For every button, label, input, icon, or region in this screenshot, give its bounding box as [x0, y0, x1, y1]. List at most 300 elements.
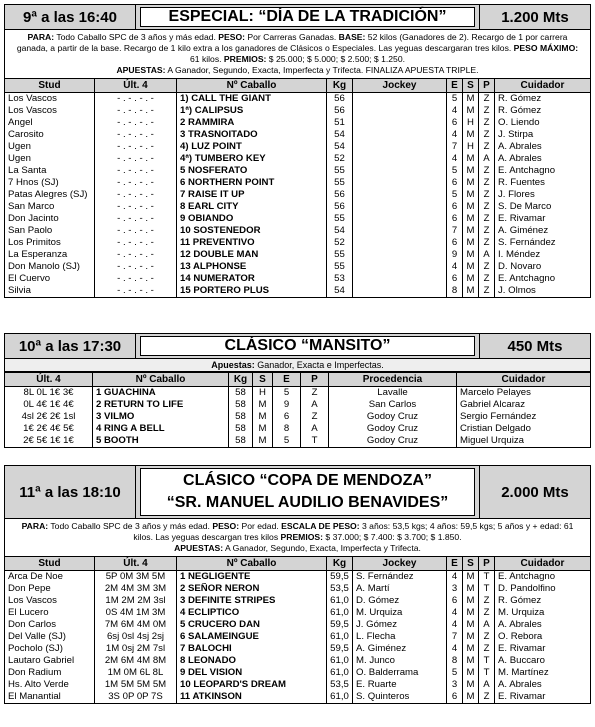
table-cell: 6 NORTHERN POINT: [177, 177, 327, 189]
column-header: Cuidador: [495, 557, 591, 571]
table-cell: 9: [273, 399, 301, 411]
race-10-header-row: [5, 373, 591, 387]
table-cell: 55: [327, 177, 353, 189]
table-cell: 3: [447, 679, 463, 691]
column-header: Procedencia: [329, 373, 457, 387]
table-cell: [353, 213, 447, 225]
table-cell: 56: [327, 105, 353, 117]
table-cell: R. Gómez: [495, 105, 591, 117]
table-cell: Z: [479, 189, 495, 201]
table-cell: 11 ATKINSON: [177, 691, 327, 704]
table-cell: A: [479, 679, 495, 691]
table-cell: 1M 2M 2M 3sl: [95, 595, 177, 607]
table-cell: 15 PORTERO PLUS: [177, 285, 327, 298]
table-cell: - . - . - . -: [95, 189, 177, 201]
table-cell: M: [463, 619, 479, 631]
table-cell: Ugen: [5, 153, 95, 165]
table-cell: J. Gómez: [353, 619, 447, 631]
table-cell: A: [301, 423, 329, 435]
table-cell: 58: [229, 387, 253, 400]
table-cell: Los Vascos: [5, 105, 95, 117]
table-cell: 13 ALPHONSE: [177, 261, 327, 273]
column-header: P: [479, 79, 495, 93]
table-cell: Z: [479, 177, 495, 189]
table-cell: M: [463, 273, 479, 285]
table-cell: Los Vascos: [5, 595, 95, 607]
table-cell: 4: [447, 261, 463, 273]
table-cell: 5: [273, 387, 301, 400]
table-cell: A. Abrales: [495, 153, 591, 165]
table-cell: 6: [447, 117, 463, 129]
table-cell: D. Pandolfino: [495, 583, 591, 595]
table-cell: M: [253, 399, 273, 411]
table-cell: Del Valle (SJ): [5, 631, 95, 643]
table-cell: 53: [327, 273, 353, 285]
table-cell: [353, 285, 447, 298]
table-row: [5, 423, 591, 435]
column-header: Stud: [5, 79, 95, 93]
table-cell: E. Rivamar: [495, 213, 591, 225]
table-cell: Pocholo (SJ): [5, 643, 95, 655]
table-cell: - . - . - . -: [95, 237, 177, 249]
table-cell: A. Abrales: [495, 619, 591, 631]
table-cell: 53,5: [327, 679, 353, 691]
column-header: Cuidador: [457, 373, 591, 387]
table-cell: J. Olmos: [495, 285, 591, 298]
table-cell: San Carlos: [329, 399, 457, 411]
table-cell: 61,0: [327, 607, 353, 619]
table-cell: A. Abrales: [495, 141, 591, 153]
table-cell: El Lucero: [5, 607, 95, 619]
table-cell: San Paolo: [5, 225, 95, 237]
table-cell: 58: [229, 399, 253, 411]
table-cell: A. Buccaro: [495, 655, 591, 667]
table-cell: El Manantial: [5, 691, 95, 704]
race-11-distance: 2.000 Mts: [479, 466, 590, 518]
table-cell: 2 SEÑOR NERON: [177, 583, 327, 595]
table-cell: Gabriel Alcaraz: [457, 399, 591, 411]
table-cell: Z: [479, 129, 495, 141]
table-cell: Z: [479, 261, 495, 273]
table-cell: E. Rivamar: [495, 643, 591, 655]
table-row: [5, 285, 591, 298]
race-11-title: [140, 468, 475, 516]
table-cell: 6: [273, 411, 301, 423]
table-cell: Z: [479, 595, 495, 607]
table-cell: 8L 0L 1€ 3€: [5, 387, 93, 400]
table-row: [5, 607, 591, 619]
table-cell: 5 CRUCERO DAN: [177, 619, 327, 631]
table-cell: 4 ECLIPTICO: [177, 607, 327, 619]
table-row: [5, 435, 591, 448]
race-9: [4, 4, 591, 298]
table-cell: M. Urquiza: [495, 607, 591, 619]
table-cell: Hs. Alto Verde: [5, 679, 95, 691]
table-cell: Carosito: [5, 129, 95, 141]
table-cell: M: [253, 435, 273, 448]
table-cell: 4 RING A BELL: [93, 423, 229, 435]
table-cell: 7M 6M 4M 0M: [95, 619, 177, 631]
table-cell: T: [301, 435, 329, 448]
table-cell: R. Fuentes: [495, 177, 591, 189]
table-cell: M: [463, 655, 479, 667]
table-cell: S. Quinteros: [353, 691, 447, 704]
race-9-header: [4, 4, 591, 30]
race-11-title-line2: “SR. MANUEL AUDILIO BENAVIDES”: [166, 494, 449, 511]
table-cell: 61,0: [327, 691, 353, 704]
table-cell: - . - . - . -: [95, 285, 177, 298]
table-cell: 0S 4M 1M 3M: [95, 607, 177, 619]
table-cell: 8: [447, 285, 463, 298]
table-cell: - . - . - . -: [95, 93, 177, 106]
table-row: [5, 105, 591, 117]
table-cell: M: [463, 177, 479, 189]
table-row: [5, 631, 591, 643]
table-cell: Arca De Noe: [5, 571, 95, 584]
column-header: E: [447, 557, 463, 571]
table-cell: M. Junco: [353, 655, 447, 667]
column-header: P: [301, 373, 329, 387]
table-cell: S. Fernández: [495, 237, 591, 249]
column-header: S: [463, 557, 479, 571]
table-cell: Z: [301, 411, 329, 423]
table-cell: - . - . - . -: [95, 201, 177, 213]
table-cell: R. Gómez: [495, 93, 591, 106]
table-cell: [353, 201, 447, 213]
race-10-header: [4, 333, 591, 359]
table-cell: 5: [447, 667, 463, 679]
column-header: Últ. 4: [95, 79, 177, 93]
table-cell: 3: [447, 583, 463, 595]
column-header: Kg: [327, 557, 353, 571]
table-row: [5, 225, 591, 237]
table-cell: 61,0: [327, 595, 353, 607]
table-cell: J. Flores: [495, 189, 591, 201]
table-row: [5, 273, 591, 285]
table-cell: 7: [447, 225, 463, 237]
table-cell: L. Flecha: [353, 631, 447, 643]
table-cell: Z: [479, 237, 495, 249]
table-cell: Cristian Delgado: [457, 423, 591, 435]
table-cell: [353, 165, 447, 177]
table-cell: 1M 5M 5M 5M: [95, 679, 177, 691]
table-cell: O. Rebora: [495, 631, 591, 643]
table-cell: T: [479, 583, 495, 595]
table-row: [5, 691, 591, 704]
table-cell: Z: [479, 273, 495, 285]
table-cell: 8 EARL CITY: [177, 201, 327, 213]
table-cell: 5 BOOTH: [93, 435, 229, 448]
race-10-bets: Apuestas: Ganador, Exacta e Imperfectas.: [4, 359, 591, 372]
column-header: Últ. 4: [95, 557, 177, 571]
table-row: [5, 141, 591, 153]
table-cell: 3 DEFINITE STRIPES: [177, 595, 327, 607]
table-cell: 7 RAISE IT UP: [177, 189, 327, 201]
column-header: Stud: [5, 557, 95, 571]
race-9-conditions: PARA: Todo Caballo SPC de 3 años y más edad. PESO: Por Carreras Ganadas. BASE: 52 kilos (Ganadores de 2). Recargo de 1 por carrera ganada, a partir de la base. Recargo de 1 kilo extra a los ganadores de Clásicos o Especiales. Las yeguas descargaran tres kilos. PESO MÁXIMO: 61 kilos. PREMIOS: $ 25.000; $ 5.000; $ 2.500; $ 1.250. APUESTAS: A Ganador, Segundo, Exacta, Imperfecta y Trifecta. FINALIZA APUESTA TRIPLE.: [4, 30, 591, 78]
table-cell: 12 DOUBLE MAN: [177, 249, 327, 261]
table-row: [5, 679, 591, 691]
table-cell: O. Balderrama: [353, 667, 447, 679]
table-cell: A: [479, 153, 495, 165]
table-cell: Marcelo Pelayes: [457, 387, 591, 400]
table-cell: 3 VILMO: [93, 411, 229, 423]
table-cell: 1 NEGLIGENTE: [177, 571, 327, 584]
table-cell: [353, 273, 447, 285]
table-cell: 55: [327, 249, 353, 261]
table-cell: E. Antchagno: [495, 571, 591, 584]
table-cell: - . - . - . -: [95, 117, 177, 129]
table-cell: 4: [447, 153, 463, 165]
table-cell: M: [463, 285, 479, 298]
table-row: [5, 117, 591, 129]
table-row: [5, 237, 591, 249]
table-cell: 8: [447, 655, 463, 667]
table-cell: Godoy Cruz: [329, 411, 457, 423]
table-cell: Z: [479, 631, 495, 643]
table-cell: M: [463, 595, 479, 607]
table-cell: E. Antchagno: [495, 165, 591, 177]
table-row: [5, 189, 591, 201]
table-cell: 59,5: [327, 571, 353, 584]
column-header: P: [479, 557, 495, 571]
column-header: E: [273, 373, 301, 387]
table-cell: Z: [479, 607, 495, 619]
table-cell: 6 SALAMEINGUE: [177, 631, 327, 643]
table-cell: - . - . - . -: [95, 225, 177, 237]
table-cell: 59,5: [327, 619, 353, 631]
table-cell: E. Rivamar: [495, 691, 591, 704]
table-cell: M: [253, 423, 273, 435]
table-cell: 56: [327, 93, 353, 106]
column-header: S: [463, 79, 479, 93]
table-cell: 9: [447, 249, 463, 261]
table-cell: Los Vascos: [5, 93, 95, 106]
table-cell: La Esperanza: [5, 249, 95, 261]
table-cell: 4: [447, 607, 463, 619]
table-cell: 54: [327, 225, 353, 237]
table-cell: 61,0: [327, 631, 353, 643]
table-cell: Z: [479, 93, 495, 106]
table-row: [5, 201, 591, 213]
race-11-time: 11ª a las 18:10: [5, 466, 136, 518]
table-cell: E. Ruarte: [353, 679, 447, 691]
table-cell: Z: [479, 285, 495, 298]
table-cell: 7 Hnos (SJ): [5, 177, 95, 189]
table-cell: Z: [479, 691, 495, 704]
table-cell: Ugen: [5, 141, 95, 153]
table-cell: 61,0: [327, 655, 353, 667]
table-cell: 6sj 0sl 4sj 2sj: [95, 631, 177, 643]
table-cell: [353, 261, 447, 273]
table-cell: A. Giménez: [495, 225, 591, 237]
table-cell: 2 RETURN TO LIFE: [93, 399, 229, 411]
race-11-conditions: PARA: Todo Caballo SPC de 3 años y más edad. PESO: Por edad. ESCALA DE PESO: 3 años: 53,5 kgs; 4 años: 59,5 kgs; 5 años y + edad: 61 kilos. Las yeguas descargan tres kilos PREMIOS: $ 37.000; $ 7.400: $ 3.700; $ 1.850. APUESTAS: A Ganador, Segundo, Exacta, Imperfecta y Trifecta.: [4, 519, 591, 556]
table-cell: Godoy Cruz: [329, 435, 457, 448]
table-cell: [353, 141, 447, 153]
table-row: [5, 411, 591, 423]
table-cell: 14 NUMERATOR: [177, 273, 327, 285]
table-cell: M: [463, 571, 479, 584]
table-cell: - . - . - . -: [95, 213, 177, 225]
table-cell: [353, 153, 447, 165]
table-cell: 6: [447, 595, 463, 607]
table-cell: M: [463, 691, 479, 704]
table-cell: 10 LEOPARD'S DREAM: [177, 679, 327, 691]
column-header: Últ. 4: [5, 373, 93, 387]
table-cell: La Santa: [5, 165, 95, 177]
table-cell: 5P 0M 3M 5M: [95, 571, 177, 584]
table-cell: Don Pepe: [5, 583, 95, 595]
table-cell: A: [479, 249, 495, 261]
table-row: [5, 667, 591, 679]
table-cell: 56: [327, 189, 353, 201]
table-cell: 1M 0M 6L 8L: [95, 667, 177, 679]
table-row: [5, 261, 591, 273]
race-10-table: [4, 372, 591, 448]
table-cell: Los Primitos: [5, 237, 95, 249]
table-cell: Lautaro Gabriel: [5, 655, 95, 667]
table-cell: 54: [327, 129, 353, 141]
table-cell: [353, 93, 447, 106]
table-cell: Z: [479, 117, 495, 129]
table-cell: - . - . - . -: [95, 177, 177, 189]
table-cell: 2€ 5€ 1€ 1€: [5, 435, 93, 448]
table-cell: M: [463, 129, 479, 141]
table-cell: 8 LEONADO: [177, 655, 327, 667]
table-cell: M: [463, 607, 479, 619]
table-cell: - . - . - . -: [95, 105, 177, 117]
table-cell: 58: [229, 435, 253, 448]
table-cell: [353, 225, 447, 237]
table-cell: 6: [447, 201, 463, 213]
race-9-time: 9ª a las 16:40: [5, 5, 136, 29]
table-cell: 4ª) TUMBERO KEY: [177, 153, 327, 165]
table-cell: H: [463, 141, 479, 153]
table-cell: 58: [229, 411, 253, 423]
table-cell: T: [479, 667, 495, 679]
table-cell: Z: [479, 201, 495, 213]
table-row: [5, 213, 591, 225]
table-cell: A. Giménez: [353, 643, 447, 655]
table-cell: El Cuervo: [5, 273, 95, 285]
table-cell: Lavalle: [329, 387, 457, 400]
table-cell: D. Novaro: [495, 261, 591, 273]
table-cell: - . - . - . -: [95, 153, 177, 165]
table-cell: 7: [447, 141, 463, 153]
table-cell: 54: [327, 141, 353, 153]
table-cell: 1) CALL THE GIANT: [177, 93, 327, 106]
table-cell: 1ª) CALIPSUS: [177, 105, 327, 117]
table-cell: [353, 237, 447, 249]
table-cell: - . - . - . -: [95, 261, 177, 273]
table-cell: 6: [447, 237, 463, 249]
table-cell: 1€ 2€ 4€ 5€: [5, 423, 93, 435]
table-cell: 61,0: [327, 667, 353, 679]
table-cell: M: [463, 201, 479, 213]
table-cell: 5: [447, 189, 463, 201]
table-cell: M. Urquiza: [353, 607, 447, 619]
table-cell: Silvia: [5, 285, 95, 298]
table-cell: Z: [479, 643, 495, 655]
table-cell: 5: [447, 165, 463, 177]
table-cell: 0L 4€ 1€ 4€: [5, 399, 93, 411]
table-row: [5, 619, 591, 631]
table-cell: 6: [447, 273, 463, 285]
table-cell: 59,5: [327, 643, 353, 655]
table-cell: 1 GUACHINA: [93, 387, 229, 400]
table-cell: M: [463, 105, 479, 117]
table-cell: Z: [479, 165, 495, 177]
table-cell: San Marco: [5, 201, 95, 213]
table-row: [5, 387, 591, 400]
table-cell: 4: [447, 129, 463, 141]
table-cell: M: [463, 679, 479, 691]
table-row: [5, 153, 591, 165]
table-cell: M: [463, 225, 479, 237]
table-row: [5, 129, 591, 141]
table-cell: R. Gómez: [495, 595, 591, 607]
table-cell: 4: [447, 105, 463, 117]
column-header: Nº Caballo: [177, 557, 327, 571]
table-cell: S. Fernández: [353, 571, 447, 584]
table-cell: I. Méndez: [495, 249, 591, 261]
column-header: Nº Caballo: [177, 79, 327, 93]
race-11-table: [4, 556, 591, 704]
table-cell: [353, 249, 447, 261]
race-10-title: CLÁSICO “MANSITO”: [140, 336, 475, 356]
table-cell: A. Abrales: [495, 679, 591, 691]
table-cell: 7: [447, 631, 463, 643]
column-header: E: [447, 79, 463, 93]
column-header: Kg: [229, 373, 253, 387]
table-cell: M: [463, 249, 479, 261]
table-cell: Z: [301, 387, 329, 400]
table-cell: H: [463, 117, 479, 129]
table-cell: 55: [327, 165, 353, 177]
race-11-header: [4, 465, 591, 519]
table-cell: 10 SOSTENEDOR: [177, 225, 327, 237]
table-cell: M: [463, 165, 479, 177]
column-header: Jockey: [353, 79, 447, 93]
table-cell: 6: [447, 691, 463, 704]
table-cell: 1M 0sj 2M 7sl: [95, 643, 177, 655]
table-row: [5, 643, 591, 655]
table-cell: 11 PREVENTIVO: [177, 237, 327, 249]
race-11: [4, 465, 591, 704]
table-cell: - . - . - . -: [95, 273, 177, 285]
table-cell: Z: [479, 225, 495, 237]
table-cell: 4: [447, 619, 463, 631]
table-cell: 54: [327, 285, 353, 298]
table-cell: 8: [273, 423, 301, 435]
table-cell: A: [301, 399, 329, 411]
table-cell: H: [253, 387, 273, 400]
table-cell: Don Radium: [5, 667, 95, 679]
table-cell: A. Martí: [353, 583, 447, 595]
table-row: [5, 571, 591, 584]
table-cell: 58: [229, 423, 253, 435]
table-cell: 55: [327, 261, 353, 273]
table-cell: [353, 129, 447, 141]
race-10: [4, 333, 591, 448]
table-cell: T: [479, 571, 495, 584]
table-cell: O. Liendo: [495, 117, 591, 129]
table-cell: M: [253, 411, 273, 423]
table-cell: S. De Marco: [495, 201, 591, 213]
race-9-header-row: [5, 79, 591, 93]
table-cell: T: [479, 655, 495, 667]
